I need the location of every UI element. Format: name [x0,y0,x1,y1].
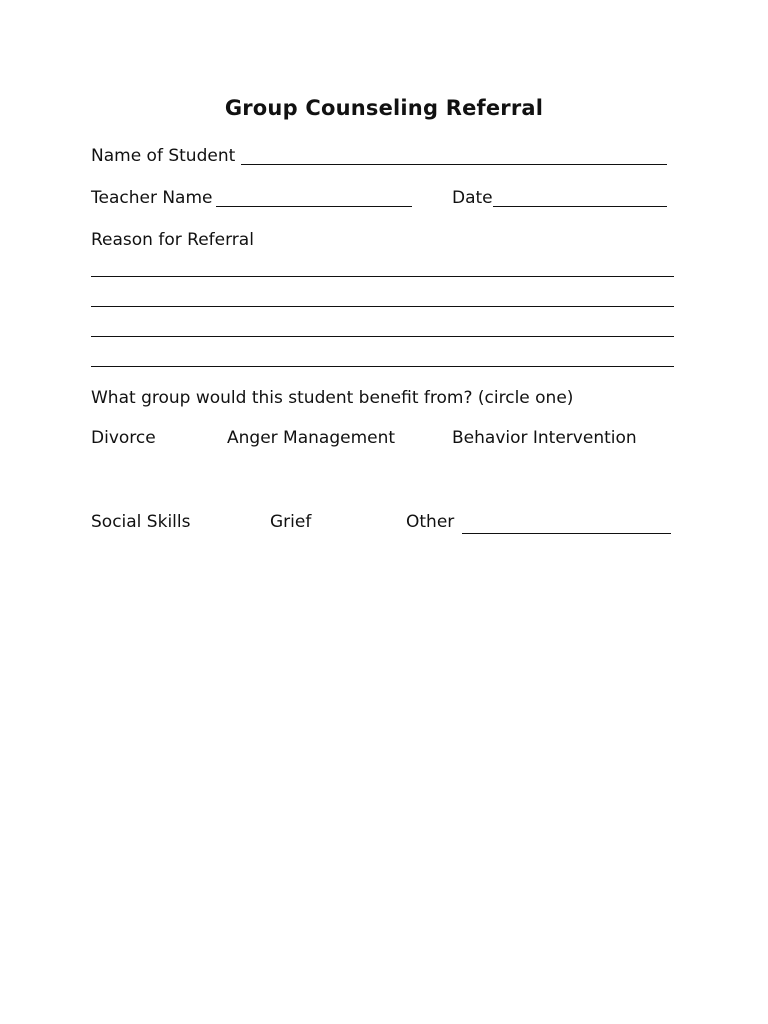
option-other[interactable]: Other [406,512,455,532]
reason-line-4-input[interactable] [91,345,678,367]
reason-line-1 [91,276,674,277]
date-input[interactable] [493,186,671,208]
teacher-date-row [91,185,671,211]
teacher-name-underline [216,206,412,207]
reason-line-3-input[interactable] [91,315,678,337]
other-underline [462,533,671,534]
option-social-skills[interactable]: Social Skills [91,512,191,532]
option-anger-management[interactable]: Anger Management [227,428,396,448]
question-row [91,385,691,411]
student-name-label: Name of Student [91,146,236,166]
reason-line-4 [91,366,674,367]
reason-label: Reason for Referral [91,230,254,250]
teacher-name-label: Teacher Name [91,188,213,208]
student-name-input[interactable] [241,144,671,166]
date-underline [493,206,667,207]
reason-line-2 [91,306,674,307]
date-label: Date [452,188,493,208]
reason-line-1-input[interactable] [91,255,678,277]
option-behavior-intervention[interactable]: Behavior Intervention [452,428,637,448]
reason-line-3 [91,336,674,337]
option-grief[interactable]: Grief [270,512,312,532]
teacher-name-input[interactable] [216,186,416,208]
reason-row [91,227,391,253]
option-divorce[interactable]: Divorce [91,428,156,448]
group-question: What group would this student benefit from? (circle one) [91,388,574,408]
other-input[interactable] [462,513,675,535]
page-title: Group Counseling Referral [224,96,544,120]
reason-line-2-input[interactable] [91,285,678,307]
student-name-underline [241,164,667,165]
student-name-row [91,143,671,169]
